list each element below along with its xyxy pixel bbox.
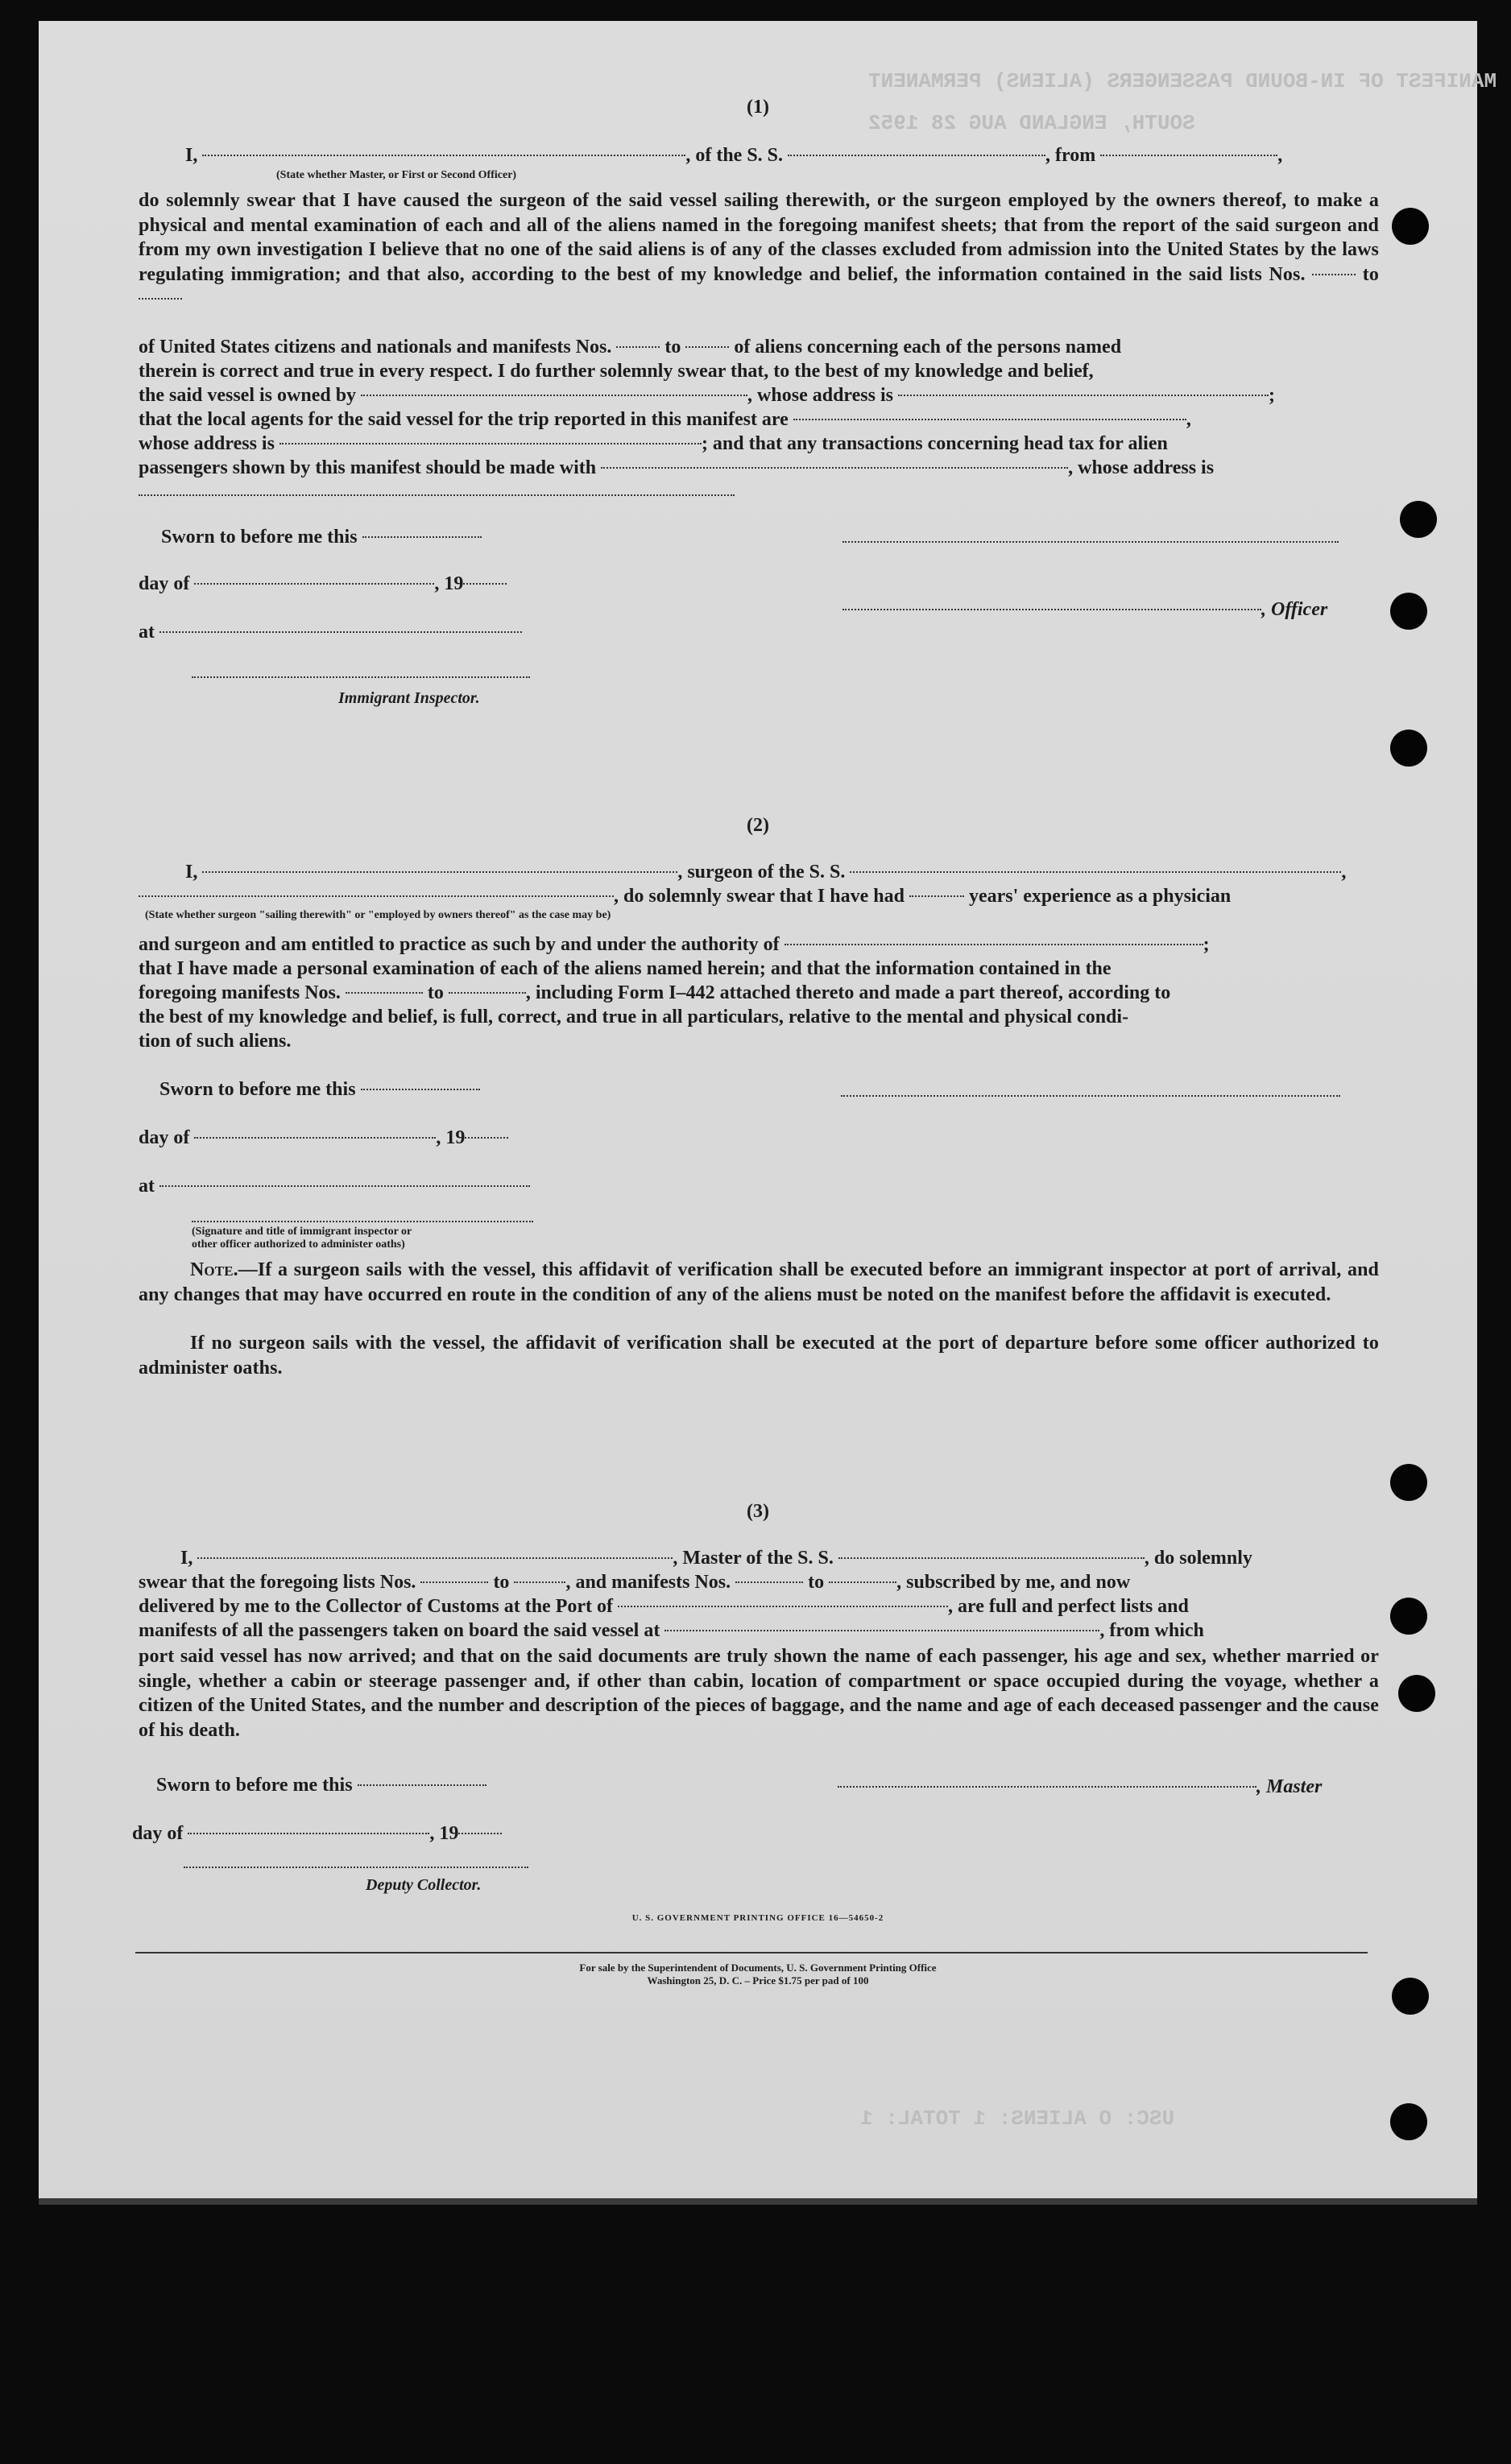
section-1-officer-caption: (State whether Master, or First or Second Officer)	[276, 169, 517, 181]
section-3-sworn	[156, 1775, 486, 1796]
whose-address-label: , whose address is	[1068, 457, 1215, 478]
section-1-day-of	[139, 573, 507, 595]
port-field[interactable]	[618, 1606, 948, 1607]
including-text: , including Form I–442 attached thereto and made a part thereof, according to	[525, 982, 1171, 1003]
at-label: at	[139, 1176, 155, 1197]
bleed-through-header-2: SOUTH, ENGLAND AUG 28 1952	[868, 111, 1195, 135]
month-field[interactable]	[188, 1833, 429, 1834]
authority-field[interactable]	[784, 944, 1203, 945]
year-prefix-label: , 19	[434, 573, 464, 594]
owned-by-label: the said vessel is owned by	[139, 385, 357, 406]
surgeon-of-ss-label: , surgeon of the S. S.	[677, 862, 846, 883]
note-label: Note.	[190, 1259, 238, 1280]
month-field[interactable]	[194, 1137, 436, 1139]
section-2-authority: and surgeon and am entitled to practice as such by and under the authority of ;	[139, 934, 1210, 955]
section-2-sworn	[159, 1079, 480, 1101]
section-2-line-1: I, , surgeon of the S. S. ,	[185, 862, 1347, 883]
place-field[interactable]	[159, 631, 522, 633]
section-1-citizens-line	[139, 337, 1379, 358]
day-of-label: day of	[139, 1127, 190, 1148]
page-bottom-edge	[39, 2198, 1477, 2205]
place-field[interactable]	[159, 1185, 530, 1187]
foregoing-from-field[interactable]	[346, 992, 423, 994]
sig-caption-2: other officer authorized to administer oaths)	[192, 1238, 405, 1251]
year-field[interactable]	[465, 1137, 508, 1139]
oath-prefix: I,	[185, 145, 198, 166]
authority-text: and surgeon and am entitled to practice as such by and under the authority of	[139, 934, 780, 955]
day-of-label: day of	[132, 1823, 184, 1844]
to-label: to	[664, 337, 681, 358]
citizens-text: of United States citizens and nationals and manifests Nos.	[139, 337, 612, 358]
master-signature-field[interactable]	[838, 1786, 1256, 1788]
section-1-address-line	[139, 433, 1168, 455]
footer-line-1: For sale by the Superintendent of Documents, U. S. Government Printing Office	[579, 1962, 937, 1974]
section-2-foregoing	[139, 982, 1170, 1004]
head-tax-text: ; and that any transactions concerning head tax for alien	[701, 433, 1168, 454]
master-label: , Master	[1256, 1776, 1323, 1797]
surgeon-name-field[interactable]	[202, 871, 677, 873]
sworn-day-field[interactable]	[358, 1784, 486, 1786]
punch-hole	[1390, 2103, 1427, 2140]
year-field[interactable]	[458, 1833, 502, 1834]
note-2-text: If no surgeon sails with the vessel, the affidavit of verification shall be executed at the port of departure before some officer authorized to administer oaths.	[139, 1333, 1379, 1379]
from-port-field[interactable]	[1100, 155, 1277, 156]
section-2-tion: tion of such aliens.	[139, 1031, 292, 1052]
manifests-to-field[interactable]	[829, 1581, 896, 1583]
owner-address-field[interactable]	[898, 395, 1269, 396]
punch-hole	[1398, 1675, 1435, 1712]
section-1-passengers-line	[139, 457, 1214, 479]
year-prefix-label: , 19	[429, 1823, 459, 1844]
to-label: to	[1362, 263, 1379, 285]
manifests-to-field[interactable]	[685, 346, 729, 348]
section-3-number: (3)	[747, 1501, 769, 1522]
owner-field[interactable]	[361, 395, 747, 396]
whose-address-label: , whose address is	[747, 385, 893, 406]
inspector-signature-line[interactable]	[192, 676, 530, 678]
punch-hole	[1390, 1464, 1427, 1501]
foregoing-text: foregoing manifests Nos.	[139, 982, 341, 1003]
to-label: to	[808, 1572, 825, 1593]
manifests-from-field[interactable]	[616, 346, 660, 348]
day-of-label: day of	[139, 573, 190, 594]
bleed-through-bottom: USC: O ALIENS: 1 TOTAL: 1	[860, 2106, 1175, 2131]
section-3-swear	[139, 1572, 1130, 1594]
lists-to-field[interactable]	[139, 298, 182, 300]
section-1-number: (1)	[747, 97, 769, 118]
do-solemnly-label: , do solemnly	[1144, 1548, 1252, 1569]
inspector-signature-line[interactable]	[192, 1221, 533, 1222]
section-1-at	[139, 622, 522, 643]
section-1-address-continuation[interactable]	[139, 494, 735, 496]
section-2-note	[139, 1258, 1379, 1307]
punch-hole	[1390, 593, 1427, 630]
citizens-end-text: of aliens concerning each of the persons named	[734, 337, 1122, 358]
section-3-delivered	[139, 1596, 1189, 1618]
section-3-line-1	[180, 1548, 1252, 1569]
subscribed-text: , subscribed by me, and now	[896, 1572, 1131, 1593]
surgeon-signature-line[interactable]	[841, 1095, 1340, 1097]
surgeon-status-field[interactable]	[139, 895, 614, 897]
sworn-day-field[interactable]	[362, 536, 482, 538]
passengers-shown-text: passengers shown by this manifest should be made with	[139, 457, 597, 478]
swear-text: swear that the foregoing lists Nos.	[139, 1572, 416, 1593]
deputy-collector-label: Deputy Collector.	[366, 1876, 482, 1894]
lists-from-field[interactable]	[420, 1581, 488, 1583]
section-1-line-1: I, , of the S. S. , from ,	[185, 145, 1283, 166]
foregoing-to-field[interactable]	[449, 992, 526, 994]
sig-caption-1: (Signature and title of immigrant inspector or	[192, 1226, 412, 1238]
punch-hole	[1400, 501, 1437, 538]
punch-hole	[1392, 208, 1429, 245]
month-field[interactable]	[194, 583, 434, 585]
footer-line-2: Washington 25, D. C. – Price $1.75 per pad of 100	[647, 1974, 869, 1986]
section-2-surgeon-caption: (State whether surgeon "sailing therewith" or "employed by owners thereof" as the case may be)	[145, 909, 611, 921]
officer-signature-line[interactable]	[842, 541, 1339, 543]
gpo-line: U. S. GOVERNMENT PRINTING OFFICE 16—54650-2	[631, 1913, 884, 1923]
punch-hole	[1390, 730, 1427, 767]
form-page	[39, 21, 1497, 2198]
whose-address-label: whose address is	[139, 433, 275, 454]
master-vessel-field[interactable]	[838, 1557, 1145, 1559]
at-label: at	[139, 622, 155, 643]
master-of-ss-label: , Master of the S. S.	[673, 1548, 834, 1569]
sworn-label: Sworn to before me this	[156, 1775, 353, 1796]
officer-label: , Officer	[1261, 599, 1328, 620]
sworn-day-field[interactable]	[361, 1089, 480, 1090]
section-3-manifests-all	[139, 1620, 1204, 1642]
section-1-correct-line: therein is correct and true in every respect. I do further solemnly swear that, to the best of my knowledge and belief,	[139, 361, 1094, 382]
sworn-label: Sworn to before me this	[161, 527, 358, 548]
delivered-text: delivered by me to the Collector of Customs at the Port of	[139, 1596, 613, 1617]
officer-title-field[interactable]	[842, 609, 1261, 610]
oath-prefix: I,	[180, 1548, 193, 1569]
note-text: —If a surgeon sails with the vessel, this affidavit of verification shall be executed before an immigrant inspector at port of arrival, and any changes that may have occurred en route in the condition of any of the aliens must be noted on the manifest before the affidavit is executed.	[139, 1259, 1379, 1305]
agents-address-field[interactable]	[279, 443, 702, 444]
section-2-day-of	[139, 1127, 508, 1149]
section-1-body	[139, 188, 1379, 312]
officer-name-field[interactable]	[202, 155, 685, 156]
section-2-best-of: the best of my knowledge and belief, is full, correct, and true in all particulars, relative to the mental and physical condi-	[139, 1007, 1129, 1027]
section-1-sworn	[161, 527, 482, 548]
footer-rule	[135, 1952, 1368, 1953]
section-2-number: (2)	[747, 815, 769, 836]
section-2-line-2	[139, 886, 1231, 907]
sworn-label: Sworn to before me this	[159, 1079, 356, 1100]
years-experience-field[interactable]	[909, 895, 964, 897]
local-agents-field[interactable]	[793, 419, 1186, 420]
section-3-body: port said vessel has now arrived; and that on the said documents are truly shown the name of each passenger, his age and sex, whether married or single, whether a cabin or steerage passenger and, if other than cabin, location of compartment or space occupied during the voyage, whether a citizen of the United States, and the number and description of the pieces of baggage, and the name and age of each deceased passenger and the cause of his death.	[139, 1646, 1379, 1741]
punch-hole	[1392, 1978, 1429, 2015]
physician-text: years' experience as a physician	[968, 886, 1232, 907]
year-prefix-label: , 19	[436, 1127, 466, 1148]
manifests-all-text: manifests of all the passengers taken on board the said vessel at	[139, 1620, 660, 1641]
boarding-port-field[interactable]	[664, 1630, 1099, 1631]
vessel-name-field[interactable]	[788, 155, 1045, 156]
section-1-agents-line: that the local agents for the said vessel for the trip reported in this manifest are ,	[139, 409, 1191, 430]
deputy-signature-line[interactable]	[184, 1867, 528, 1868]
full-perfect-text: , are full and perfect lists and	[947, 1596, 1189, 1617]
punch-hole	[1390, 1598, 1427, 1635]
oath-prefix: I,	[185, 862, 198, 883]
section-1-owned-line: the said vessel is owned by , whose address is ;	[139, 385, 1275, 406]
local-agents-label: that the local agents for the said vessel for the trip reported in this manifest are	[139, 409, 789, 430]
year-field[interactable]	[463, 583, 507, 585]
lists-from-field[interactable]	[1312, 274, 1356, 275]
section-2-at	[139, 1176, 530, 1197]
years-text: , do solemnly swear that I have had	[614, 886, 905, 907]
section-2-examination: that I have made a personal examination of each of the aliens named herein; and that the information contained in the	[139, 958, 1112, 979]
lists-to-field[interactable]	[514, 1581, 565, 1583]
section-3-master-line	[838, 1776, 1322, 1798]
to-label: to	[493, 1572, 510, 1593]
head-tax-contact-field[interactable]	[601, 467, 1068, 469]
bleed-through-header-1: MANIFEST OF IN-BOUND PASSENGERS (ALIENS) PERMANENT	[868, 69, 1497, 93]
section-1-officer-line	[842, 599, 1327, 621]
manifests-from-field[interactable]	[735, 1581, 803, 1583]
section-3-day-of	[132, 1823, 502, 1845]
from-label: , from	[1045, 145, 1096, 166]
to-label: to	[427, 982, 444, 1003]
immigrant-inspector-label: Immigrant Inspector.	[338, 689, 480, 707]
of-the-ss-label: , of the S. S.	[685, 145, 784, 166]
and-manifests-text: , and manifests Nos.	[565, 1572, 731, 1593]
surgeon-vessel-field[interactable]	[850, 871, 1341, 873]
from-which-text: , from which	[1099, 1620, 1204, 1641]
master-name-field[interactable]	[197, 1557, 673, 1559]
section-1-body-text: do solemnly swear that I have caused the surgeon of the said vessel sailing therewith, or the surgeon employed by the owners thereof, to make a physical and mental examination of each and all of the aliens named in the foregoing manifest sheets; that from the report of the said surgeon and from my own investigation I believe that no one of the said aliens is of any of the classes excluded from admission into the United States by the laws regulating immigration; and that also, according to the best of my knowledge and belief, the information contained in the said lists Nos.	[139, 190, 1379, 285]
section-2-note-2	[139, 1331, 1379, 1380]
